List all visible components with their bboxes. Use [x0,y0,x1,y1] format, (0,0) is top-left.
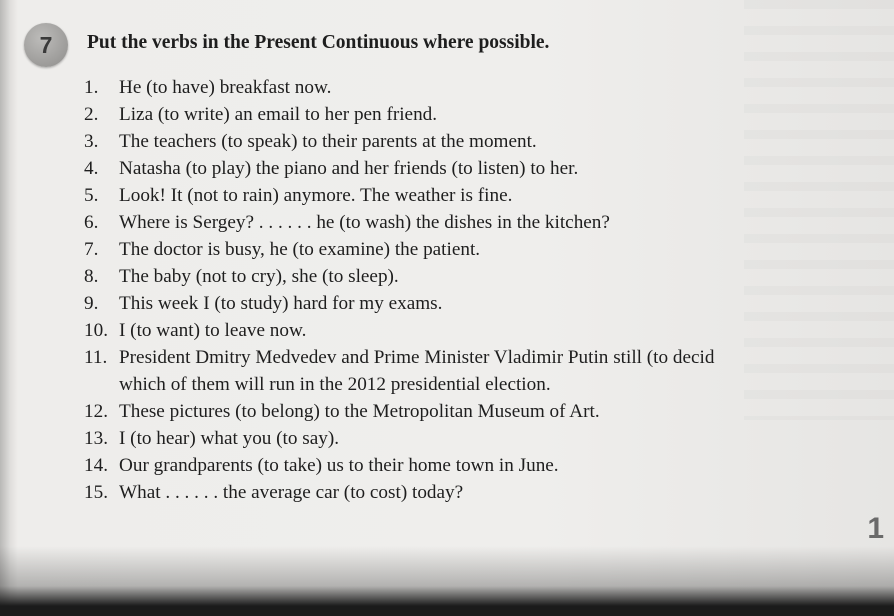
exercise-instruction: Put the verbs in the Present Continuous where possible. [87,32,550,53]
item-text: He (to have) breakfast now. [119,77,332,98]
list-item [84,452,884,479]
sentence-list [84,74,884,506]
list-item [84,236,884,263]
item-number: 2. [84,104,99,125]
item-number: 12. [84,401,108,422]
item-text: These pictures (to belong) to the Metropolitan Museum of Art. [119,401,600,422]
item-text: The doctor is busy, he (to examine) the patient. [119,239,481,260]
list-item [84,74,884,101]
item-number: 14. [84,455,108,476]
item-number: 3. [84,131,99,152]
list-item [84,128,884,155]
exercise-number: 7 [39,32,53,58]
item-text: Natasha (to play) the piano and her friends (to listen) to her. [119,158,579,179]
item-number: 1. [84,77,99,98]
item-text: The teachers (to speak) to their parents at the moment. [119,131,537,152]
item-number: 13. [84,428,108,449]
item-text: President Dmitry Medvedev and Prime Minister Vladimir Putin still (to decid [119,347,715,368]
page-number-fragment: 1 [867,512,884,545]
list-item [84,209,884,236]
item-number: 7. [84,239,99,260]
item-text: This week I (to study) hard for my exams. [119,293,443,314]
list-item [84,398,884,425]
exercise-number-badge [24,23,68,67]
list-item [84,317,884,344]
item-number: 8. [84,266,99,287]
item-number: 11. [84,347,108,368]
item-number: 10. [84,320,108,341]
list-item [84,182,884,209]
page-gutter-shadow [0,0,18,616]
item-text: Our grandparents (to take) us to their home town in June. [119,455,559,476]
item-text: What . . . . . . the average car (to cost) today? [119,482,464,503]
list-item [84,479,884,506]
item-number: 15. [84,482,108,503]
list-item [84,425,884,452]
item-text: I (to hear) what you (to say). [119,428,340,449]
item-number: 9. [84,293,99,314]
list-item [84,263,884,290]
item-number: 5. [84,185,99,206]
item-text: Look! It (not to rain) anymore. The weather is fine. [119,185,513,206]
page-bottom-shadow [0,546,894,616]
list-item [84,344,884,398]
list-item [84,101,884,128]
list-item [84,155,884,182]
item-text: Where is Sergey? . . . . . . he (to wash) the dishes in the kitchen? [119,212,610,233]
item-number: 6. [84,212,99,233]
item-number: 4. [84,158,99,179]
item-text: I (to want) to leave now. [119,320,307,341]
item-text: The baby (not to cry), she (to sleep). [119,266,399,287]
list-item [84,290,884,317]
item-text-continuation: which of them will run in the 2012 presidential election. [119,374,551,395]
item-text: Liza (to write) an email to her pen friend. [119,104,438,125]
